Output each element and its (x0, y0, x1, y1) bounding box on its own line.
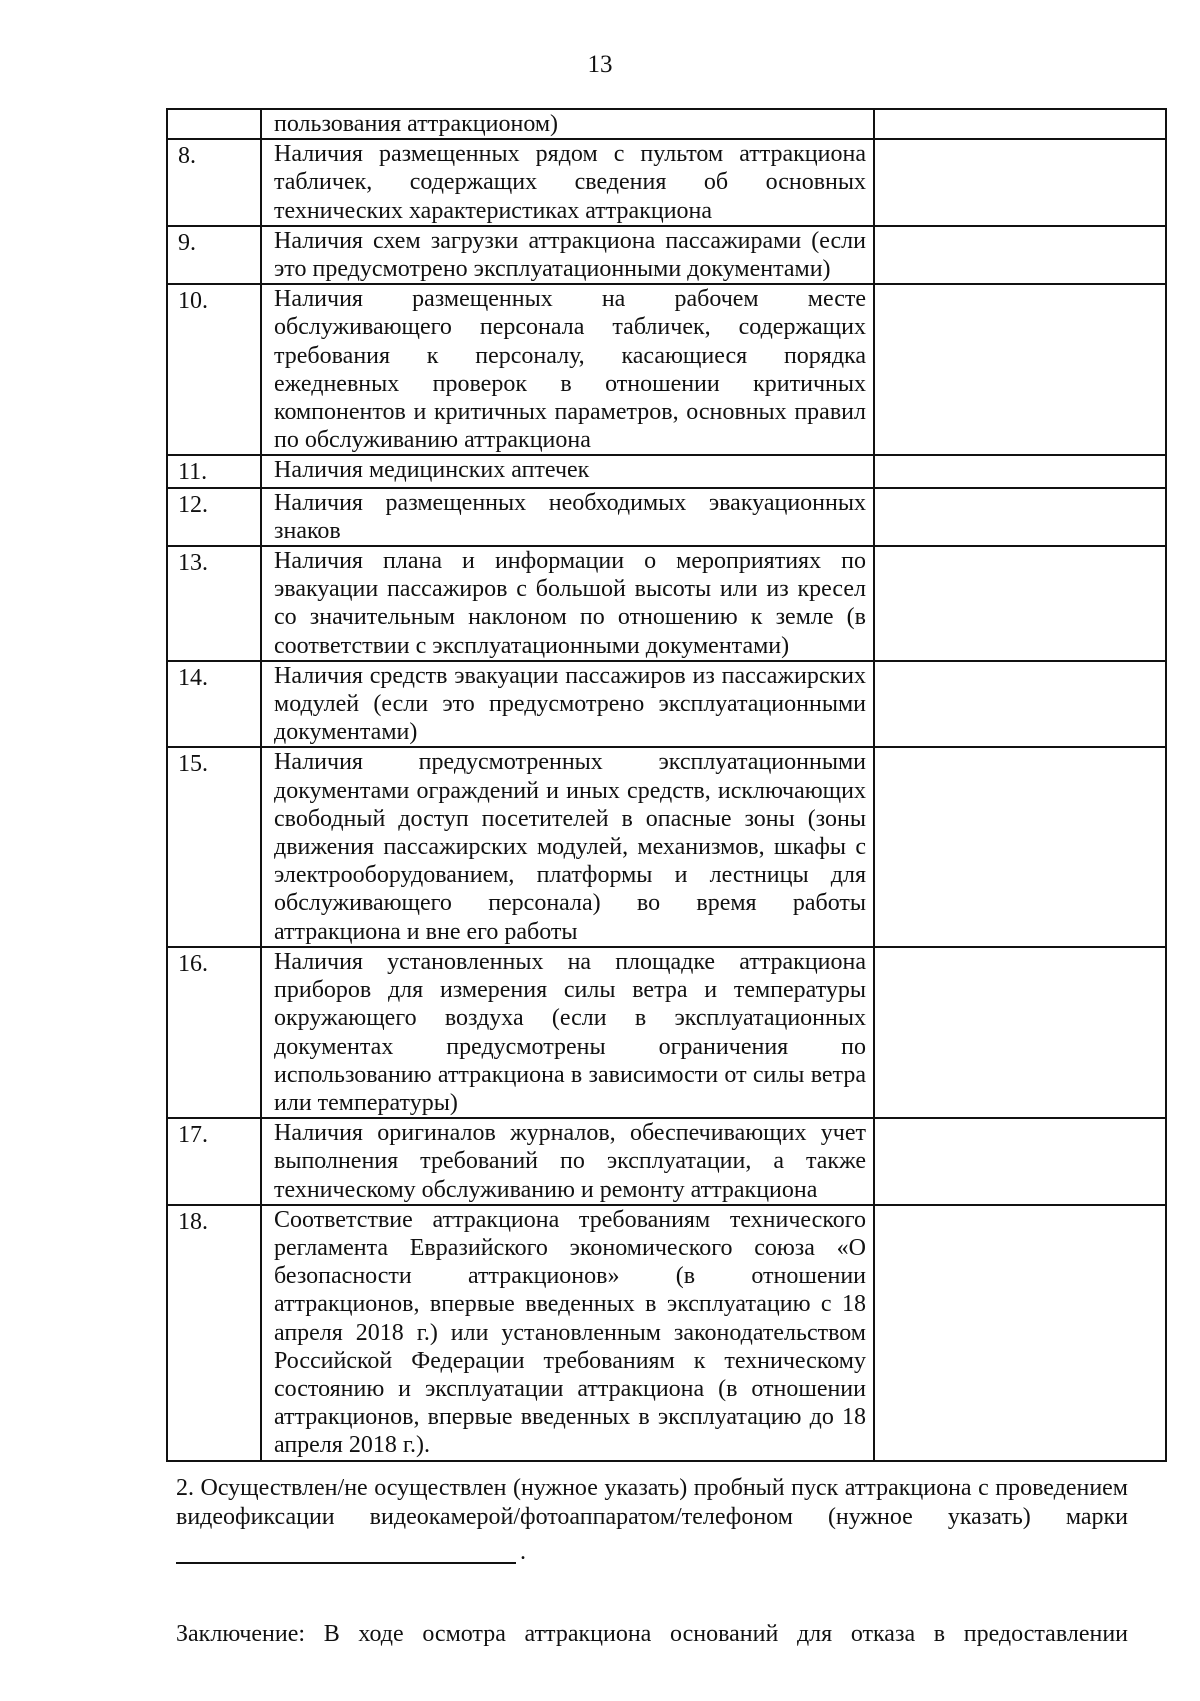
table-row (167, 661, 1166, 748)
row-number: 17. (167, 1118, 261, 1205)
row-result-cell (874, 1118, 1166, 1205)
row-text: Наличия оригиналов журналов, обеспечивающих учет выполнения требований по эксплуатации, а также техническому обслуживанию и ремонту аттракциона (261, 1118, 874, 1205)
table-row (167, 488, 1166, 546)
table-row (167, 226, 1166, 284)
row-text: Наличия предусмотренных эксплуатационными документами ограждений и иных средств, исключающих свободный доступ посетителей в опасные зоны (зоны движения пассажирских модулей, механизмов, шкафы с электрооборудованием, платформы и лестницы для обслуживающего персонала) во время работы аттракциона и вне его работы (261, 747, 874, 946)
row-result-cell (874, 1205, 1166, 1461)
row-text: Наличия плана и информации о мероприятиях по эвакуации пассажиров с большой высоты или из кресел со значительным наклоном по отношению к земле (в соответствии с эксплуатационными документами) (261, 546, 874, 661)
row-text: Наличия установленных на площадке аттракциона приборов для измерения силы ветра и температуры окружающего воздуха (если в эксплуатационных документах предусмотрены ограничения по использованию аттракциона в зависимости от силы ветра или температуры) (261, 947, 874, 1118)
row-text: Наличия размещенных необходимых эвакуационных знаков (261, 488, 874, 546)
row-text: Соответствие аттракциона требованиям технического регламента Евразийского экономического союза «О безопасности аттракционов» (в отношении аттракционов, впервые введенных в эксплуатацию с 18 апреля 2018 г.) или установленным законодательством Российской Федерации требованиям к техническому состоянию и эксплуатации аттракциона (в отношении аттракционов, впервые введенных в эксплуатацию до 18 апреля 2018 г.). (261, 1205, 874, 1461)
row-text: Наличия размещенных рядом с пультом аттракциона табличек, содержащих сведения об основных технических характеристиках аттракциона (261, 139, 874, 226)
row-number: 11. (167, 455, 261, 487)
row-text: пользования аттракционом) (261, 109, 874, 139)
table-row (167, 139, 1166, 226)
conclusion-text: Заключение: В ходе осмотра аттракциона оснований для отказа в предоставлении (176, 1621, 1128, 1647)
row-number: 15. (167, 747, 261, 946)
row-result-cell (874, 661, 1166, 748)
row-number: 9. (167, 226, 261, 284)
row-result-cell (874, 747, 1166, 946)
row-result-cell (874, 284, 1166, 455)
row-number: 16. (167, 947, 261, 1118)
row-number: 8. (167, 139, 261, 226)
table-row (167, 1205, 1166, 1461)
row-text: Наличия средств эвакуации пассажиров из пассажирских модулей (если это предусмотрено эксплуатационными документами) (261, 661, 874, 748)
trial-run-line-2: видеофиксации видеокамерой/фотоаппаратом/телефоном (нужное указать) марки (176, 1504, 1128, 1530)
row-number: 18. (167, 1205, 261, 1461)
row-result-cell (874, 109, 1166, 139)
row-result-cell (874, 139, 1166, 226)
table-row (167, 284, 1166, 455)
row-number (167, 109, 261, 139)
table-row (167, 747, 1166, 946)
row-result-cell (874, 546, 1166, 661)
row-number: 13. (167, 546, 261, 661)
page-number: 13 (587, 51, 613, 78)
table-row (167, 1118, 1166, 1205)
row-number: 14. (167, 661, 261, 748)
row-text: Наличия медицинских аптечек (261, 455, 874, 487)
row-result-cell (874, 455, 1166, 487)
row-result-cell (874, 488, 1166, 546)
trial-run-paragraph (176, 1474, 1128, 1532)
row-result-cell (874, 947, 1166, 1118)
table-row (167, 947, 1166, 1118)
row-text: Наличия размещенных на рабочем месте обслуживающего персонала табличек, содержащих требования к персоналу, касающиеся порядка ежедневных проверок в отношении критичных компонентов и критичных параметров, основных правил по обслуживанию аттракциона (261, 284, 874, 455)
table-row (167, 546, 1166, 661)
inspection-checklist-table (166, 108, 1167, 1462)
row-text: Наличия схем загрузки аттракциона пассажирами (если это предусмотрено эксплуатационными документами) (261, 226, 874, 284)
blank-line-end-mark: . (520, 1539, 526, 1565)
row-number: 12. (167, 488, 261, 546)
table-row (167, 109, 1166, 139)
table-row (167, 455, 1166, 487)
row-result-cell (874, 226, 1166, 284)
camera-brand-blank-line (176, 1562, 516, 1564)
trial-run-line-1: 2. Осуществлен/не осуществлен (нужное указать) пробный пуск аттракциона с проведением (176, 1475, 1128, 1501)
row-number: 10. (167, 284, 261, 455)
